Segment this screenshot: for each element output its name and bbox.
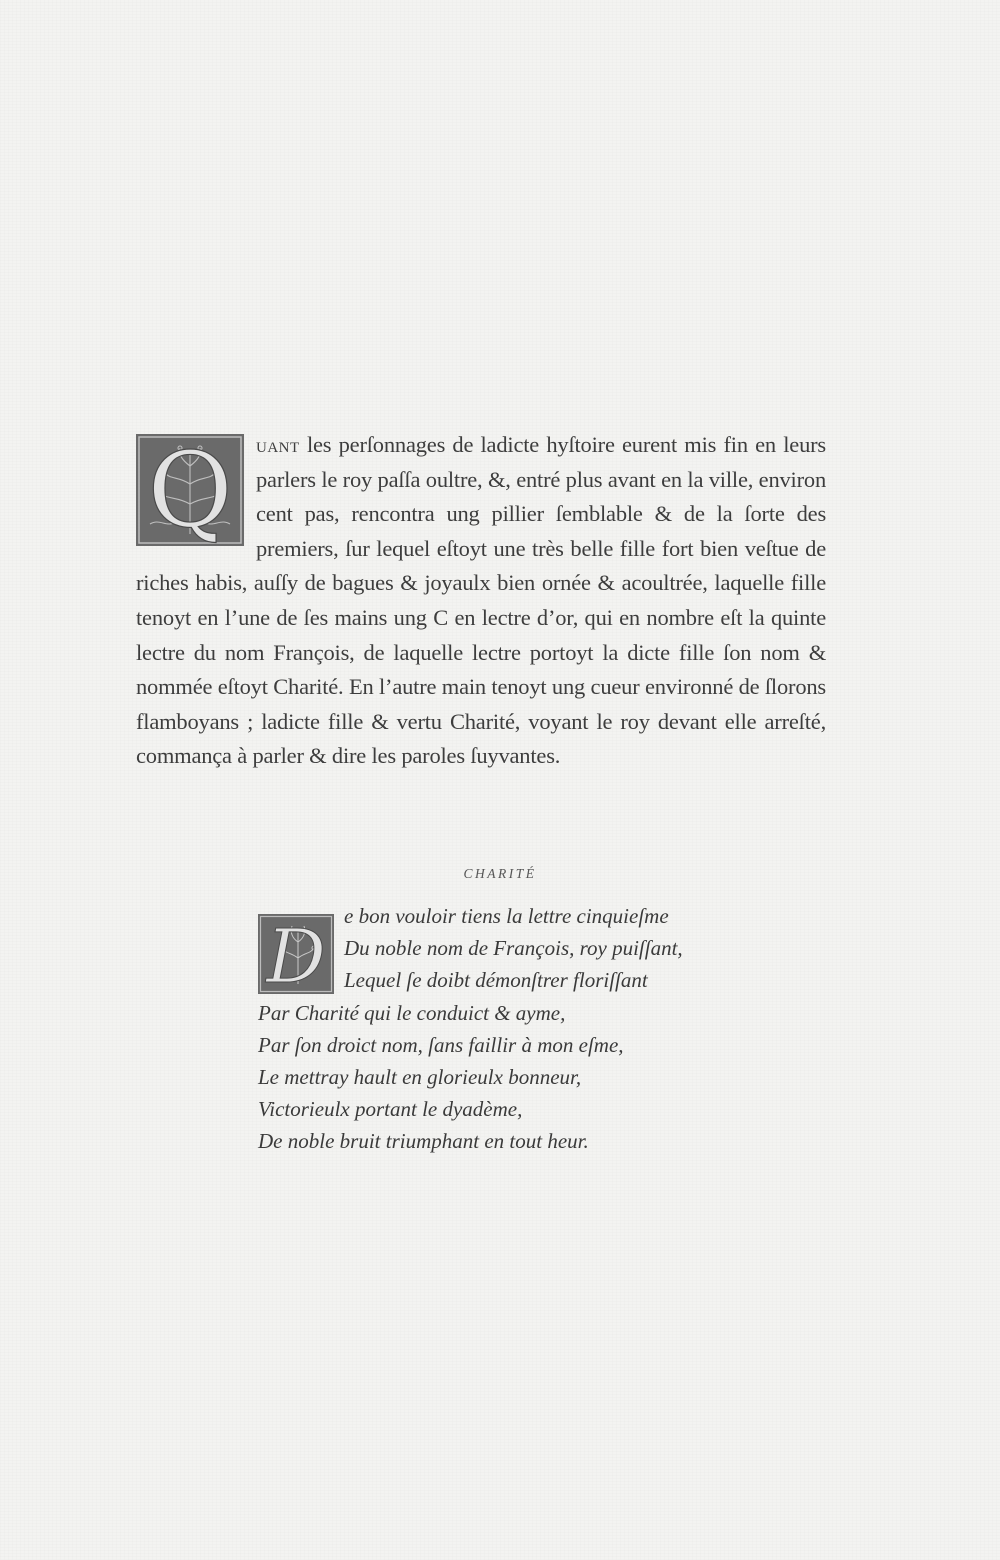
poem-line-5: Par ſon droict nom, ſans faillir à mon eſme,: [258, 1032, 624, 1057]
ornate-dropcap-q: [136, 434, 244, 546]
poem-line-2: Du noble nom de François, roy puiſſant,: [344, 936, 683, 961]
poem-line-8: De noble bruit triumphant en tout heur.: [258, 1129, 589, 1154]
poem: [258, 900, 778, 1158]
poem-line-1: e bon vouloir tiens la lettre cinquieſme: [344, 904, 669, 928]
prose-paragraph: [136, 428, 826, 774]
svg-text:D: D: [266, 914, 326, 994]
poem-line-7: Victorieulx portant le dyadème,: [258, 1097, 523, 1122]
poem-line-4: Par Charité qui le conduict & ayme,: [258, 1000, 566, 1025]
prose-text: les perſonnages de ladicte hyſtoire eurent mis fin en leurs parlers le roy paſſa oultre, &, entré plus avant en la ville, environ cent pas, rencontra ung pillier ſemblable & de la ſorte des premiers, ſur lequel eſtoyt une très belle fille fort bien veſtue de riches habis, auſſy de bagues & joyaulx bien ornée & acoultrée, laquelle fille tenoyt en l’une de ſes mains ung C en lectre d’or, qui en nombre eſt la quinte lectre du nom François, de laquelle lectre portoyt la dicte fille ſon nom & nommée eſtoyt Charité. En l’autre main tenoyt ung cueur environné de ſlorons flamboyans ; ladicte fille & vertu Charité, voyant le roy devant elle arreſté, commança à parler & dire les paroles ſuyvantes.: [136, 432, 826, 769]
svg-text:Q: Q: [147, 434, 233, 546]
poem-line-6: Le mettray hault en glorieulx bonneur,: [258, 1065, 582, 1090]
section-heading: CHARITÉ: [463, 866, 537, 881]
lead-word: uant: [256, 433, 300, 457]
poem-line-3: Lequel ſe doibt démonſtrer floriſſant: [344, 968, 648, 993]
ornate-dropcap-d: [258, 914, 334, 994]
